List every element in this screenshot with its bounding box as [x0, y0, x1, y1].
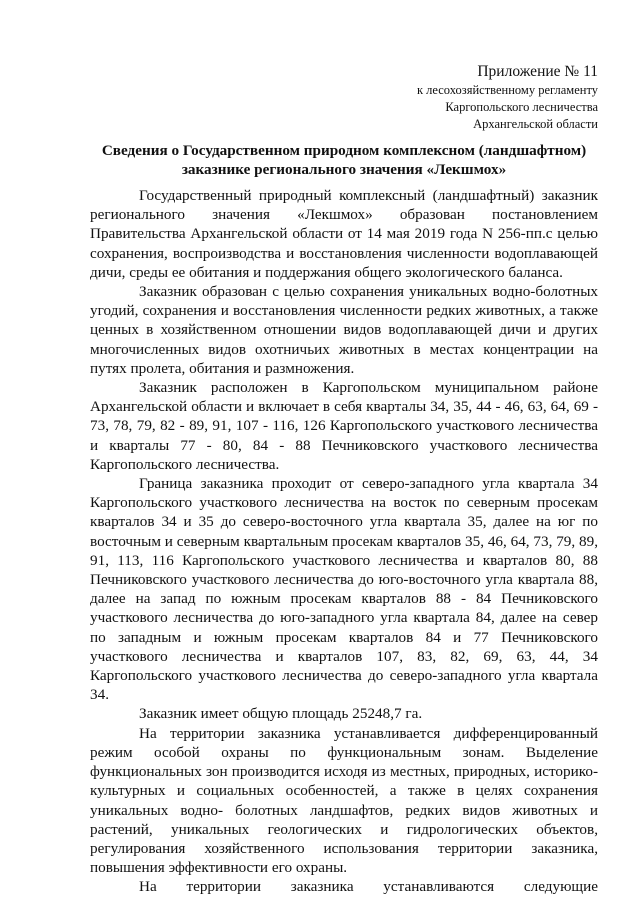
- document-body: [90, 186, 598, 897]
- paragraph-purpose: Заказник образован с целью сохранения уникальных водно-болотных угодий, сохранения и восстановления численности редких животных, а также ценных в хозяйственном отношении видов водоплавающей дичи и других многочисленных видов охотничьих животных в местах концентрации на путях пролета, обитания и размножения.: [90, 283, 598, 377]
- appendix-line-regulation: к лесохозяйственному регламенту: [416, 83, 598, 97]
- paragraph-location: Заказник расположен в Каргопольском муниципальном районе Архангельской области и включает в себя кварталы 34, 35, 44 - 46, 63, 64, 69 - 73, 78, 79, 82 - 89, 91, 107 - 116, 126 Каргопольского участкового лесничества и кварталы 77 - 80, 84 - 88 Печниковского участкового лесничества Каргопольского лесничества.: [90, 379, 598, 473]
- paragraph-establishment: Государственный природный комплексный (ландшафтный) заказник регионального значения «Лекшмох» образован постановлением Правительства Архангельской области от 14 мая 2019 года N 256-пп.с целью сохранения, воспроизводства и восстановления численности водоплавающей дичи, среды ее обитания и поддержания общего экологического баланса.: [90, 187, 598, 281]
- appendix-header: [417, 62, 598, 133]
- document-title: Сведения о Государственном природном комплексном (ландшафтном) заказнике регионального значения «Лекшмох»: [101, 142, 587, 178]
- paragraph-zoning: На территории заказника устанавливается дифференцированный режим особой охраны по функциональным зонам. Выделение функциональных зон производится исходя из местных, природных, историко-культурных и социальных особенностей, а также в целях сохранения уникальных водно- болотных ландшафтов, редких видов животных и растений, уникальных геологических и гидрологических объектов, регулирования хозяйственного использования территории заказника, повышения эффективности его охраны.: [90, 724, 598, 877]
- appendix-line-forestry: Каргопольского лесничества: [445, 100, 598, 114]
- paragraph-zones-intro: На территории заказника устанавливаются следующие: [139, 878, 598, 896]
- paragraph-boundary: Граница заказника проходит от северо-западного угла квартала 34 Каргопольского участкового лесничества на восток по северным просекам кварталов 34 и 35 до северо-восточного угла квартала 35, далее на юг по восточным и северным квартальным просекам кварталов 35, 46, 64, 73, 79, 89, 91, 113, 116 Каргопольского участкового лесничества и кварталов 80, 88 Печниковского участкового лесничества до юго-восточного угла квартала 88, далее на запад по южным просекам кварталов 88 - 84 Печниковского участкового лесничества до юго-западного угла квартала 84, далее на север по западным и южным просекам кварталов 84 и 77 Печниковского участкового лесничества и кварталов 107, 83, 82, 69, 63, 44, 34 Каргопольского участкового лесничества до северо-западного угла квартала 34.: [90, 475, 598, 704]
- appendix-number: Приложение № 11: [477, 63, 598, 80]
- appendix-line-region: Архангельской области: [473, 117, 598, 131]
- paragraph-area: Заказник имеет общую площадь 25248,7 га.: [139, 705, 423, 723]
